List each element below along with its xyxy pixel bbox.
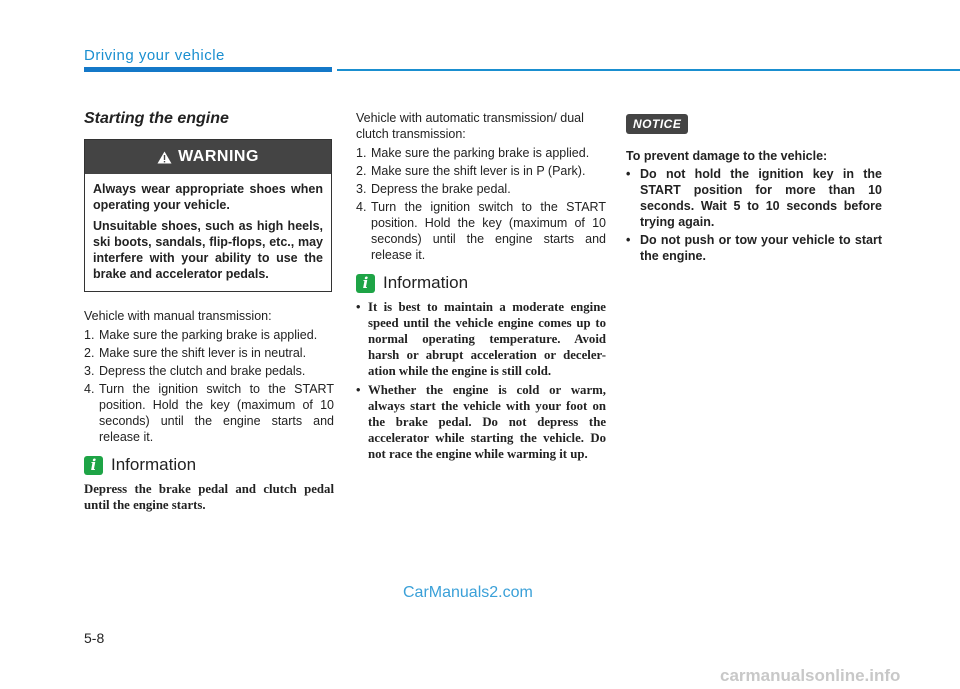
info-header bbox=[356, 273, 606, 293]
list-item: • Do not hold the ignition key in the START position for more than 10 seconds. Wait 5 to 10 seconds before trying again. bbox=[626, 167, 882, 229]
list-item: 4. Turn the ignition switch to the START position. Hold the key (maximum of 10 seconds) until the engine starts and release it. bbox=[356, 200, 606, 262]
warning-paragraph: Always wear appropriate shoes when operating your vehicle. bbox=[93, 182, 323, 212]
list-item: • It is best to maintain a moderate engine speed until the vehicle engine comes up to normal operating temperature. Avoid harsh or abrupt acceleration or deceler-ation while the engine is still cold. bbox=[356, 300, 606, 378]
information-icon: i bbox=[356, 274, 375, 293]
header-rule-dark bbox=[84, 67, 332, 72]
section-title: Driving your vehicle bbox=[84, 47, 225, 64]
notice-badge: NOTICE bbox=[626, 114, 688, 134]
bullet-icon: • bbox=[356, 383, 361, 397]
list-item: 4. Turn the ignition switch to the START position. Hold the key (maximum of 10 seconds) until the engine starts and release it. bbox=[84, 382, 334, 444]
warning-body bbox=[85, 174, 331, 291]
list-item: 2. Make sure the shift lever is in P (Park). bbox=[356, 164, 586, 178]
bullet-icon: • bbox=[626, 233, 631, 247]
column-3 bbox=[626, 110, 882, 264]
list-item: • Whether the engine is cold or warm, always start the vehicle with your foot on the brake pedal. Do not depress the accelerator while starting the vehicle. Do not race the engine while warming it up. bbox=[356, 383, 606, 461]
info-title: Information bbox=[111, 455, 197, 474]
header-rule-light bbox=[337, 69, 960, 71]
warning-title: WARNING bbox=[178, 148, 259, 165]
warning-header bbox=[85, 140, 331, 174]
warning-box bbox=[84, 139, 332, 292]
manual-steps-list bbox=[84, 327, 334, 445]
info-title: Information bbox=[383, 273, 469, 292]
automatic-transmission-intro: Vehicle with automatic transmission/ dual clutch transmission: bbox=[356, 111, 584, 141]
information-icon: i bbox=[84, 456, 103, 475]
list-item: 1. Make sure the parking brake is applied. bbox=[84, 328, 318, 342]
page-heading: Starting the engine bbox=[84, 110, 229, 127]
watermark-text: carmanualsonline.info bbox=[720, 666, 901, 685]
list-item: 3. Depress the clutch and brake pedals. bbox=[84, 364, 306, 378]
info-bullets bbox=[356, 299, 606, 462]
warning-paragraph: Unsuitable shoes, such as high heels, ski boots, sandals, flip-flops, etc., may interfere with your ability to use the brake and accelerator pedals. bbox=[93, 219, 323, 281]
notice-intro: To prevent damage to the vehicle: bbox=[626, 149, 828, 163]
column-1 bbox=[84, 110, 334, 513]
info-text: Depress the brake pedal and clutch pedal until the engine starts. bbox=[84, 482, 334, 512]
column-2 bbox=[356, 110, 606, 465]
notice-list bbox=[626, 166, 882, 264]
manual-transmission-intro: Vehicle with manual transmission: bbox=[84, 309, 272, 323]
info-header bbox=[84, 455, 334, 475]
watermark-link[interactable]: CarManuals2.com bbox=[403, 584, 533, 601]
list-item: • Do not push or tow your vehicle to start the engine. bbox=[626, 233, 882, 263]
list-item: 2. Make sure the shift lever is in neutral. bbox=[84, 346, 307, 360]
bullet-icon: • bbox=[626, 167, 631, 181]
list-item: 1. Make sure the parking brake is applied. bbox=[356, 146, 590, 160]
list-item: 3. Depress the brake pedal. bbox=[356, 182, 511, 196]
page-number: 5-8 bbox=[84, 630, 105, 646]
warning-triangle-icon bbox=[157, 151, 172, 164]
automatic-steps-list bbox=[356, 145, 606, 263]
bullet-icon: • bbox=[356, 300, 361, 314]
